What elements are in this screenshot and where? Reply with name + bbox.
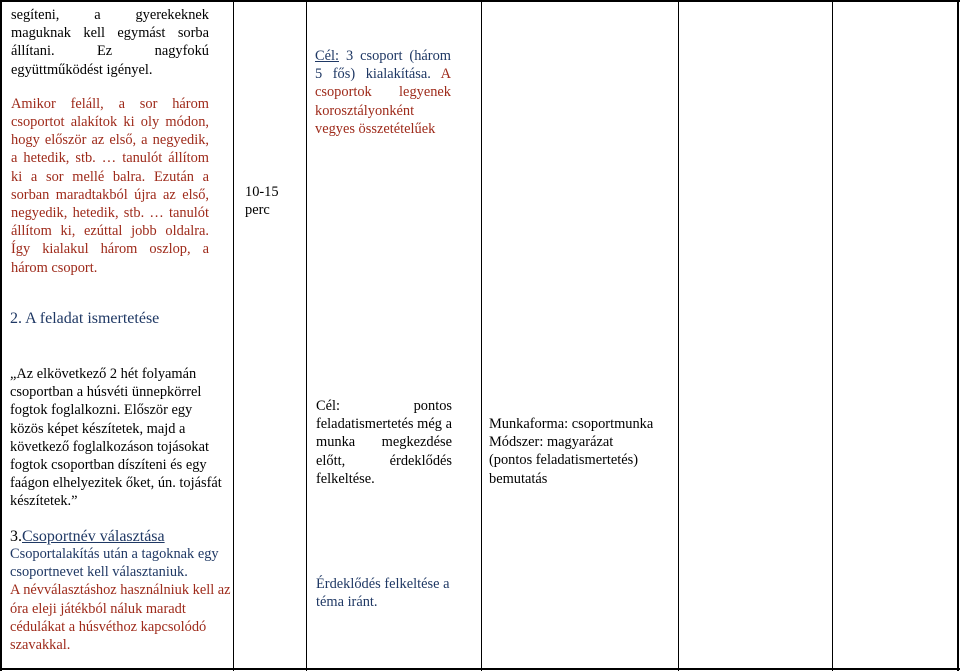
method-cell-row2 <box>489 415 674 488</box>
col-divider-1 <box>233 0 234 671</box>
activity-cell-row1 <box>11 6 209 277</box>
section-2-heading: 2. A feladat ismertetése <box>10 310 160 327</box>
time-value: 10-15 <box>245 184 279 200</box>
table-border-left <box>0 0 2 671</box>
goal-cell-row2: Cél: pontos feladatismertetés még a munka megkezdése előtt, érdeklődés felkeltése. <box>316 398 452 487</box>
section-3-text <box>10 545 232 654</box>
table-border-bottom <box>0 668 960 670</box>
time-unit: perc <box>245 202 270 219</box>
col-divider-5 <box>832 0 833 671</box>
activity-para-1: segíteni, a gyerekeknek maguknak kell egymást sorba állítani. Ez nagyfokú együttműködést igényel. <box>11 7 209 78</box>
goal-text-2: A csoportok legyenek korosztályonként vegyes összetételűek <box>315 66 451 137</box>
method-line-3: (pontos feladatismertetés) <box>489 452 639 469</box>
time-cell-row1 <box>245 183 300 219</box>
task-description: „Az elkövetkező 2 hét folyamán csoportban a húsvéti ünnepkörrel fogtok foglalkozni. Először egy közös képet készítetek, majd a következő foglalkozáson tojásokat fogtok csoportban díszíteni és egy faágon elhelyezitek őket, ún. tojásfát készítetek.” <box>10 366 222 510</box>
goal-label: Cél: <box>315 48 339 64</box>
goal-cell-row1 <box>315 47 451 138</box>
section-3-heading: 3.Csoportnév választása <box>10 528 165 545</box>
col-divider-2 <box>306 0 307 671</box>
method-line-4: bemutatás <box>489 470 548 487</box>
col-divider-3 <box>481 0 482 671</box>
activity-para-2: Amikor feláll, a sor három csoportot alakítok ki oly módon, hogy először az első, a negyedik, a hetedik, stb. … tanulót állítom ki a sor mellé balra. Ezután a sorban maradtakból újra az első, negyedik, hetedik, stb. … tanulót állítom ki, ezúttal jobb oldalra. Így kialakul három oszlop, a három csoport. <box>11 95 209 276</box>
goal-text-1: 3 csoport (három 5 fős) kialakítása. <box>315 48 451 83</box>
table-border-top <box>0 0 960 2</box>
section-3-text-b: A névválasztáshoz használniuk kell az óra eleji játékból náluk maradt cédulákat a húsvéthoz kapcsolódó szavakkal. <box>10 582 231 654</box>
table-border-right <box>957 0 959 671</box>
method-line-1: Munkaforma: csoportmunka <box>489 416 654 432</box>
col-divider-4 <box>678 0 679 671</box>
method-line-2: Módszer: magyarázat <box>489 434 614 451</box>
goal-cell-row3: Érdeklődés felkeltése a téma iránt. <box>316 576 450 611</box>
section-3-text-a: Csoportalakítás után a tagoknak egy csoportnevet kell választaniuk. <box>10 546 219 581</box>
